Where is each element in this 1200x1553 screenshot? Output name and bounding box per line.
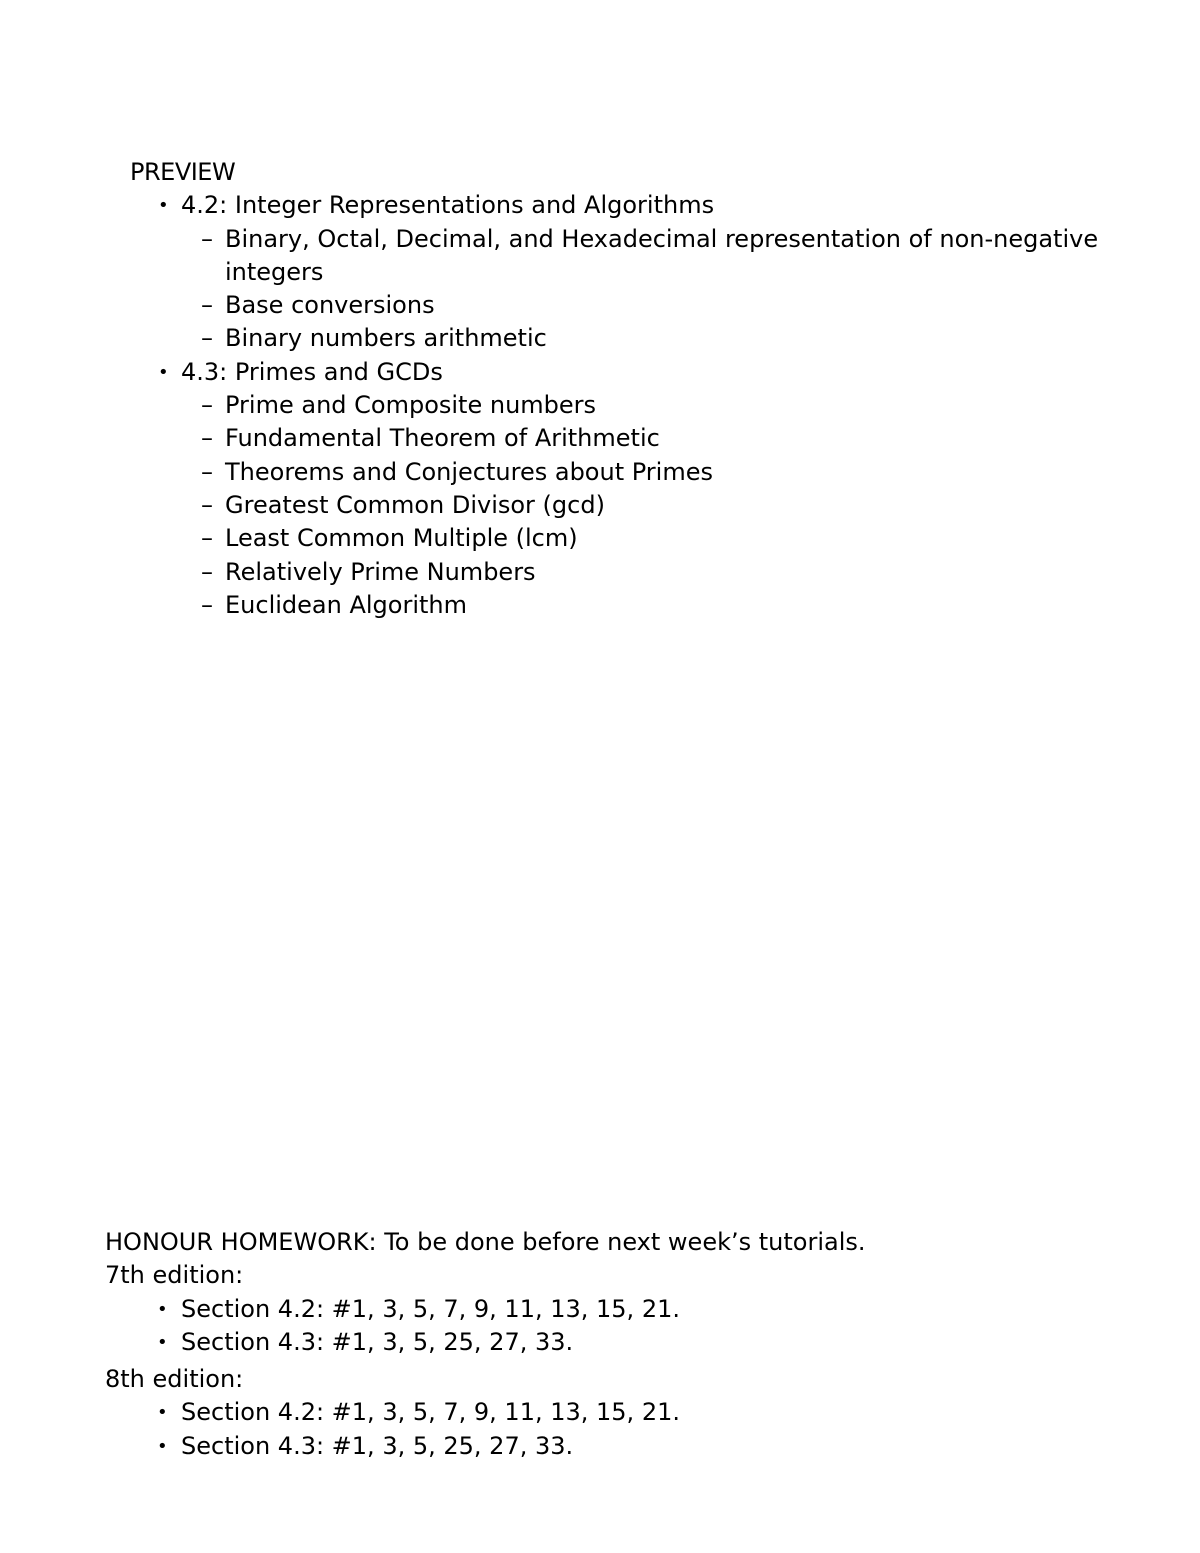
topic-label: Prime and Composite numbers [225, 391, 597, 420]
dash-icon: – [201, 524, 213, 553]
topic-item [181, 223, 1170, 290]
homework-item-label: Section 4.2: #1, 3, 5, 7, 9, 11, 13, 15, 21. [181, 1294, 680, 1323]
section-label: 4.3: Primes and GCDs [181, 357, 443, 386]
homework-item-label: Section 4.2: #1, 3, 5, 7, 9, 11, 13, 15, 21. [181, 1398, 680, 1427]
topic-item [181, 489, 1170, 522]
topic-label: Fundamental Theorem of Arithmetic [225, 424, 660, 453]
preview-block [130, 156, 1170, 622]
homework-list-8th [105, 1396, 1165, 1463]
dash-icon: – [201, 590, 213, 619]
topic-label: Base conversions [225, 291, 435, 320]
edition-label-7th: 7th edition: [105, 1261, 244, 1290]
homework-item [105, 1293, 1165, 1326]
topic-item [181, 389, 1170, 422]
homework-list-7th [105, 1293, 1165, 1360]
topic-item [181, 289, 1170, 322]
dash-icon: – [201, 457, 213, 486]
topic-item [181, 322, 1170, 355]
topic-label: Greatest Common Divisor (gcd) [225, 490, 605, 519]
bullet-icon: • [157, 1298, 168, 1320]
topic-label: Least Common Multiple (lcm) [225, 524, 578, 553]
preview-title: PREVIEW [130, 158, 236, 186]
bullet-icon: • [157, 1402, 168, 1424]
homework-item [105, 1326, 1165, 1359]
homework-item-label: Section 4.3: #1, 3, 5, 25, 27, 33. [181, 1431, 574, 1460]
topic-item [181, 422, 1170, 455]
bullet-icon: • [157, 1331, 168, 1353]
topic-item [181, 456, 1170, 489]
section-label: 4.2: Integer Representations and Algorithms [181, 191, 715, 220]
homework-item [105, 1430, 1165, 1463]
homework-heading: HONOUR HOMEWORK: To be done before next week’s tutorials. [105, 1228, 866, 1256]
bullet-icon: • [158, 195, 169, 217]
topic-list [181, 389, 1170, 622]
homework-item [105, 1396, 1165, 1429]
section-item-4-2 [130, 189, 1170, 355]
topic-item [181, 556, 1170, 589]
bullet-icon: • [158, 361, 169, 383]
topic-item [181, 589, 1170, 622]
topic-label: Binary numbers arithmetic [225, 324, 547, 353]
dash-icon: – [201, 490, 213, 519]
edition-label-8th: 8th edition: [105, 1365, 244, 1394]
homework-block [105, 1226, 1165, 1467]
dash-icon: – [201, 557, 213, 586]
section-item-4-3 [130, 356, 1170, 622]
dash-icon: – [201, 391, 213, 420]
bullet-icon: • [157, 1435, 168, 1457]
dash-icon: – [201, 291, 213, 320]
dash-icon: – [201, 224, 213, 253]
preview-section-list [130, 189, 1170, 622]
dash-icon: – [201, 324, 213, 353]
topic-label: Binary, Octal, Decimal, and Hexadecimal representation of non-negative integers [225, 224, 1099, 286]
topic-label: Relatively Prime Numbers [225, 557, 536, 586]
topic-label: Theorems and Conjectures about Primes [225, 457, 713, 486]
dash-icon: – [201, 424, 213, 453]
topic-label: Euclidean Algorithm [225, 590, 467, 619]
topic-item [181, 522, 1170, 555]
homework-item-label: Section 4.3: #1, 3, 5, 25, 27, 33. [181, 1327, 574, 1356]
topic-list [181, 223, 1170, 356]
